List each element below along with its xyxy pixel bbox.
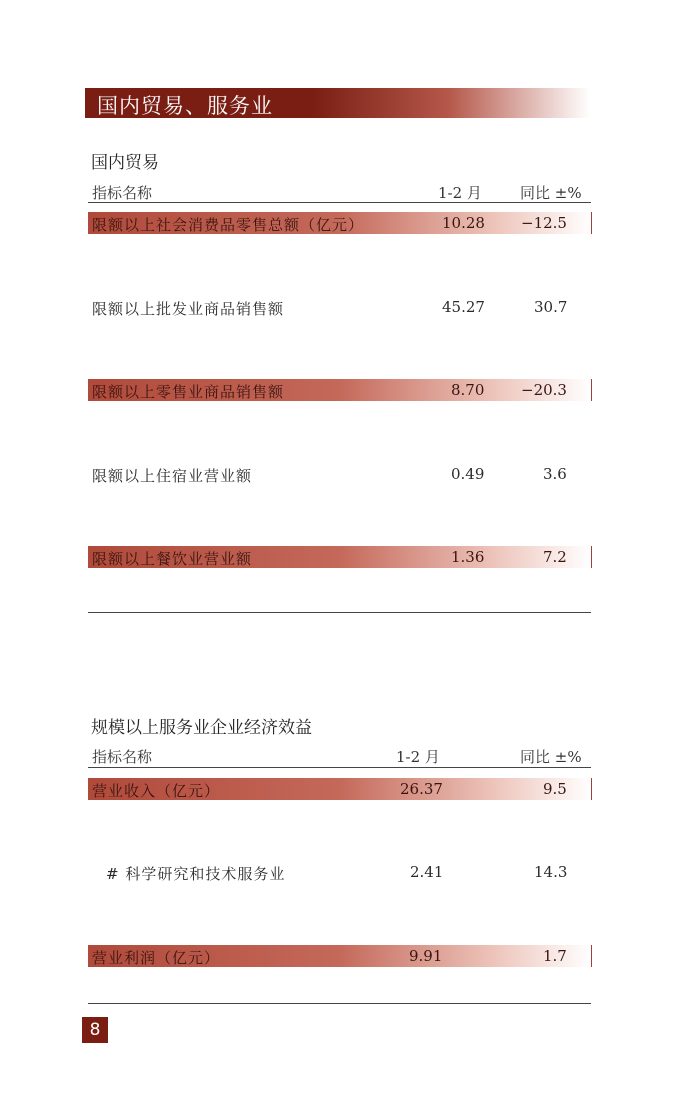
- row-yoy: 30.7: [534, 298, 568, 316]
- row-name: # 科学研究和技术服务业: [106, 865, 286, 883]
- row-value: 45.27: [442, 298, 485, 316]
- row-value: 9.91: [409, 947, 443, 965]
- row-value: 26.37: [400, 780, 443, 798]
- domestic-header-rule: [88, 202, 591, 203]
- services-bottom-rule: [88, 1003, 591, 1004]
- table-row: [88, 546, 592, 568]
- section-banner: [85, 88, 590, 118]
- row-yoy: 14.3: [534, 863, 568, 881]
- services-header-rule: [88, 767, 591, 768]
- row-name: 营业利润（亿元）: [92, 949, 221, 967]
- row-yoy: 7.2: [543, 548, 567, 566]
- row-name: 限额以上社会消费品零售总额（亿元）: [92, 216, 365, 234]
- row-value: 10.28: [442, 214, 485, 232]
- row-value: 8.70: [451, 381, 485, 399]
- row-yoy: −12.5: [521, 214, 567, 232]
- domestic-col-period: 1-2 月: [438, 184, 482, 202]
- row-value: 0.49: [451, 465, 485, 483]
- table-row: [88, 463, 591, 485]
- table-row: [88, 778, 592, 800]
- domestic-trade-title: 国内贸易: [91, 153, 159, 173]
- row-yoy: 9.5: [543, 780, 567, 798]
- row-yoy: 1.7: [543, 947, 567, 965]
- row-value: 2.41: [410, 863, 444, 881]
- table-row: [88, 212, 592, 234]
- row-name: 限额以上零售业商品销售额: [92, 383, 285, 401]
- domestic-bottom-rule: [88, 612, 591, 613]
- row-value: 1.36: [451, 548, 485, 566]
- domestic-col-yoy: 同比 ±%: [520, 184, 582, 202]
- banner-title: 国内贸易、服务业: [97, 94, 273, 118]
- table-row: [88, 945, 592, 967]
- services-col-period: 1-2 月: [396, 748, 440, 766]
- row-name: 限额以上批发业商品销售额: [92, 300, 285, 318]
- page-number: 8: [82, 1017, 108, 1043]
- row-yoy: 3.6: [543, 465, 567, 483]
- table-row: [88, 296, 591, 318]
- services-title: 规模以上服务业企业经济效益: [91, 718, 312, 738]
- row-yoy: −20.3: [521, 381, 567, 399]
- row-name: 限额以上餐饮业营业额: [92, 550, 253, 568]
- services-col-name: 指标名称: [92, 748, 153, 766]
- table-row: [88, 379, 592, 401]
- services-col-yoy: 同比 ±%: [520, 748, 582, 766]
- domestic-col-name: 指标名称: [92, 184, 153, 202]
- row-name: 限额以上住宿业营业额: [92, 467, 253, 485]
- row-name: 营业收入（亿元）: [92, 782, 221, 800]
- table-row: [88, 861, 591, 883]
